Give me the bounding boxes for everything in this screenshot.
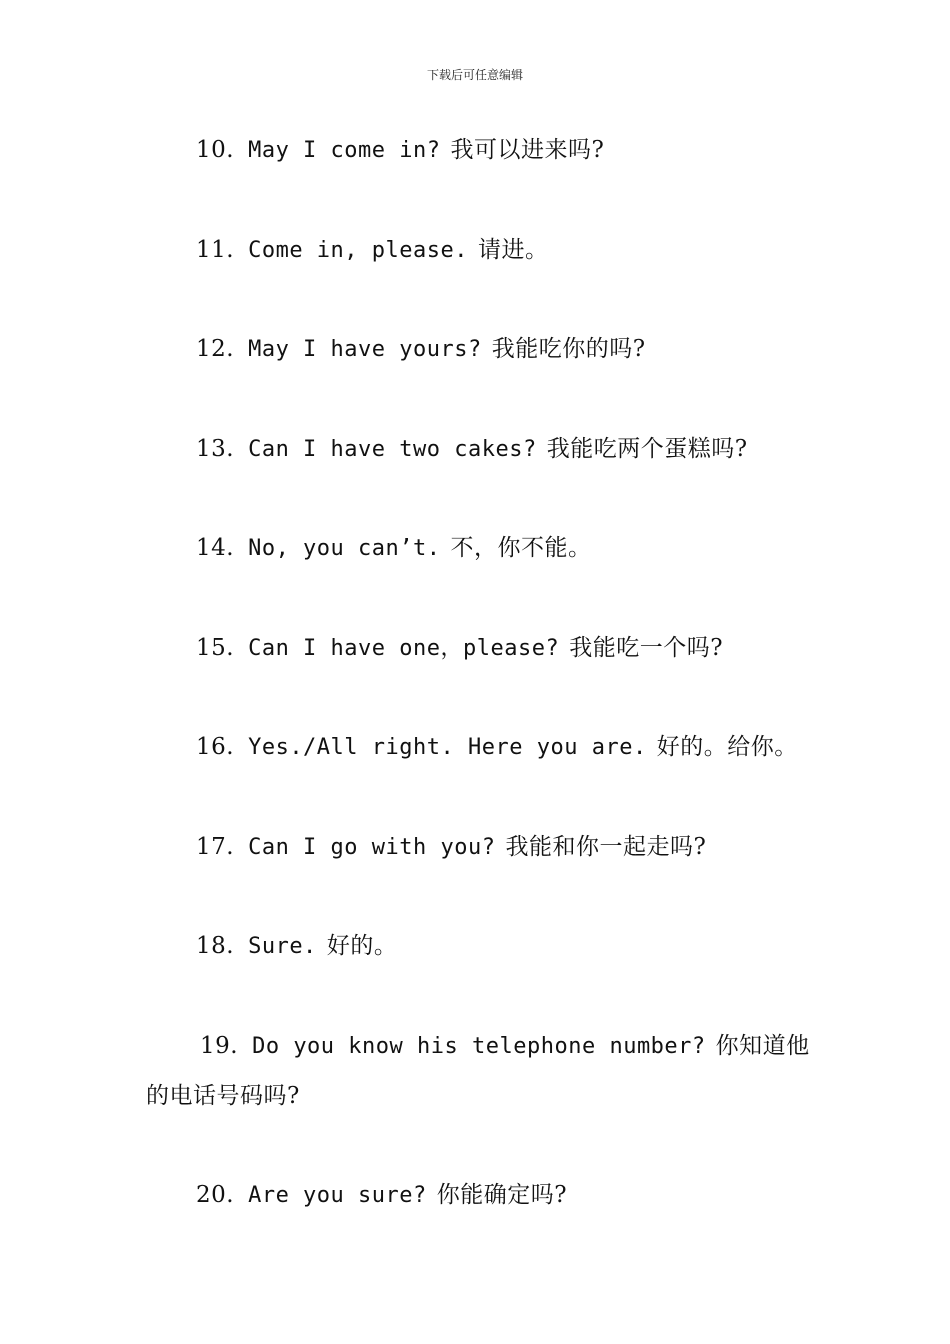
phrase-line-20: [196, 1180, 567, 1211]
phrase-line-18: [196, 931, 397, 962]
chinese-text: 我能吃一个吗?: [569, 635, 724, 661]
english-text: Are you sure?: [248, 1183, 427, 1208]
line-number: 12.: [196, 336, 235, 362]
chinese-text: 你能确定吗?: [436, 1182, 568, 1208]
chinese-text: 你知道他: [715, 1033, 810, 1059]
english-text: Can I have two cakes?: [248, 437, 537, 462]
chinese-text: 我能和你一起走吗?: [505, 834, 707, 860]
phrase-line-17: [196, 832, 706, 863]
english-text: No, you can’t.: [248, 536, 441, 561]
line-number: 14.: [196, 535, 235, 561]
english-text: Sure.: [248, 934, 317, 959]
chinese-text: 我能吃两个蛋糕吗?: [546, 436, 748, 462]
line-number: 10.: [196, 137, 235, 163]
phrase-line-10: [196, 135, 604, 166]
phrase-line-14: [196, 533, 592, 564]
english-text: Yes./All right. Here you are.: [248, 735, 647, 760]
chinese-text-continuation: 的电话号码吗?: [146, 1083, 300, 1109]
chinese-text: 我能吃你的吗?: [491, 336, 646, 362]
phrase-line-19: [200, 1031, 810, 1062]
phrase-line-15: [196, 633, 723, 664]
english-text: Come in, please.: [248, 238, 468, 263]
line-number: 15.: [196, 635, 235, 661]
page-header: 下载后可任意编辑: [426, 68, 523, 82]
phrase-line-12: [196, 334, 646, 365]
english-text: May I have yours?: [248, 337, 482, 362]
chinese-text: 好的。给你。: [656, 734, 798, 760]
english-text: May I come in?: [248, 138, 441, 163]
chinese-text: 请进。: [478, 237, 549, 263]
phrase-line-19-continuation: [146, 1081, 300, 1111]
line-number: 17.: [196, 834, 235, 860]
english-text: Do you know his telephone number?: [252, 1034, 706, 1059]
line-number: 11.: [196, 237, 235, 263]
line-number: 20.: [196, 1182, 235, 1208]
phrase-line-16: [196, 732, 798, 763]
line-number: 13.: [196, 436, 235, 462]
phrase-line-13: [196, 434, 748, 465]
line-number: 16.: [196, 734, 235, 760]
english-text: Can I have one，please?: [248, 636, 560, 661]
line-number: 18.: [196, 933, 235, 959]
chinese-text: 好的。: [326, 933, 398, 959]
english-text: Can I go with you?: [248, 835, 496, 860]
chinese-text: 不，你不能。: [450, 535, 592, 561]
phrase-line-11: [196, 235, 549, 266]
chinese-text: 我可以进来吗?: [450, 137, 605, 163]
line-number: 19.: [200, 1033, 239, 1059]
